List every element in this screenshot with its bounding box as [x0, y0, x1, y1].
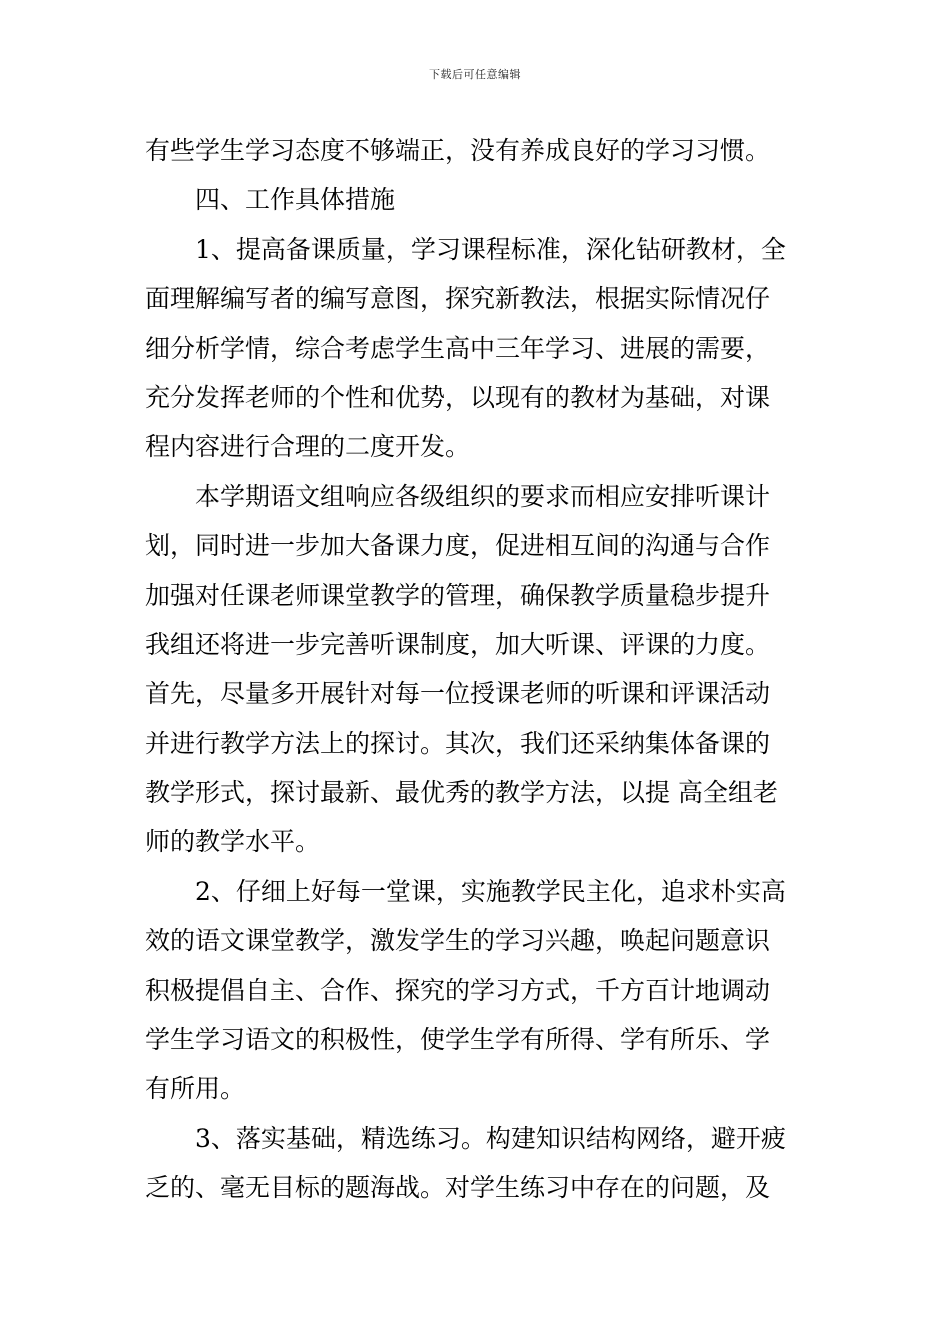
text-line: 充分发挥老师的个性和优势，以现有的教材为基础，对课 — [145, 382, 771, 412]
text-line: 积极提倡自主、合作、探究的学习方式，千方百计地调动 — [145, 975, 771, 1005]
text-line: 加强对任课老师课堂教学的管理，确保教学质量稳步提升 — [145, 580, 771, 610]
document-body — [145, 126, 810, 1213]
text-line: 并进行教学方法上的探讨。其次，我们还采纳集体备课的 — [145, 728, 771, 758]
text-line: 有所用。 — [145, 1074, 246, 1104]
text-line: 效的语文课堂教学，激发学生的学习兴趣，唤起问题意识 — [145, 926, 771, 956]
header-note: 下载后可任意编辑 — [429, 68, 521, 81]
text-line: 我组还将进一步完善听课制度，加大听课、评课的力度。 — [145, 629, 771, 659]
text-line: 划，同时进一步加大备课力度，促进相互间的沟通与合作 — [145, 531, 771, 561]
text-line: 1、提高备课质量，学习课程标准，深化钻研教材，全 — [195, 234, 786, 264]
text-line: 师的教学水平。 — [145, 827, 321, 857]
text-line: 学生学习语文的积极性，使学生学有所得、学有所乐、学 — [145, 1025, 771, 1055]
text-line: 教学形式，探讨最新、最优秀的教学方法，以提 高全组老 — [145, 778, 778, 808]
section-heading: 四、工作具体措施 — [195, 185, 396, 215]
text-line: 面理解编写者的编写意图，探究新教法，根据实际情况仔 — [145, 284, 771, 314]
text-line: 细分析学情，综合考虑学生高中三年学习、进展的需要， — [145, 333, 771, 363]
text-line: 首先，尽量多开展针对每一位授课老师的听课和评课活动 — [145, 679, 771, 709]
text-line: 有些学生学习态度不够端正，没有养成良好的学习习惯。 — [145, 136, 771, 165]
text-line: 乏的、毫无目标的题海战。对学生练习中存在的问题，及 — [145, 1173, 771, 1203]
text-line: 2、仔细上好每一堂课，实施教学民主化，追求朴实高 — [195, 876, 786, 906]
text-line: 3、落实基础，精选练习。构建知识结构网络，避开疲 — [195, 1123, 786, 1153]
text-line: 程内容进行合理的二度开发。 — [145, 432, 471, 462]
text-line: 本学期语文组响应各级组织的要求而相应安排听课计 — [195, 481, 771, 511]
